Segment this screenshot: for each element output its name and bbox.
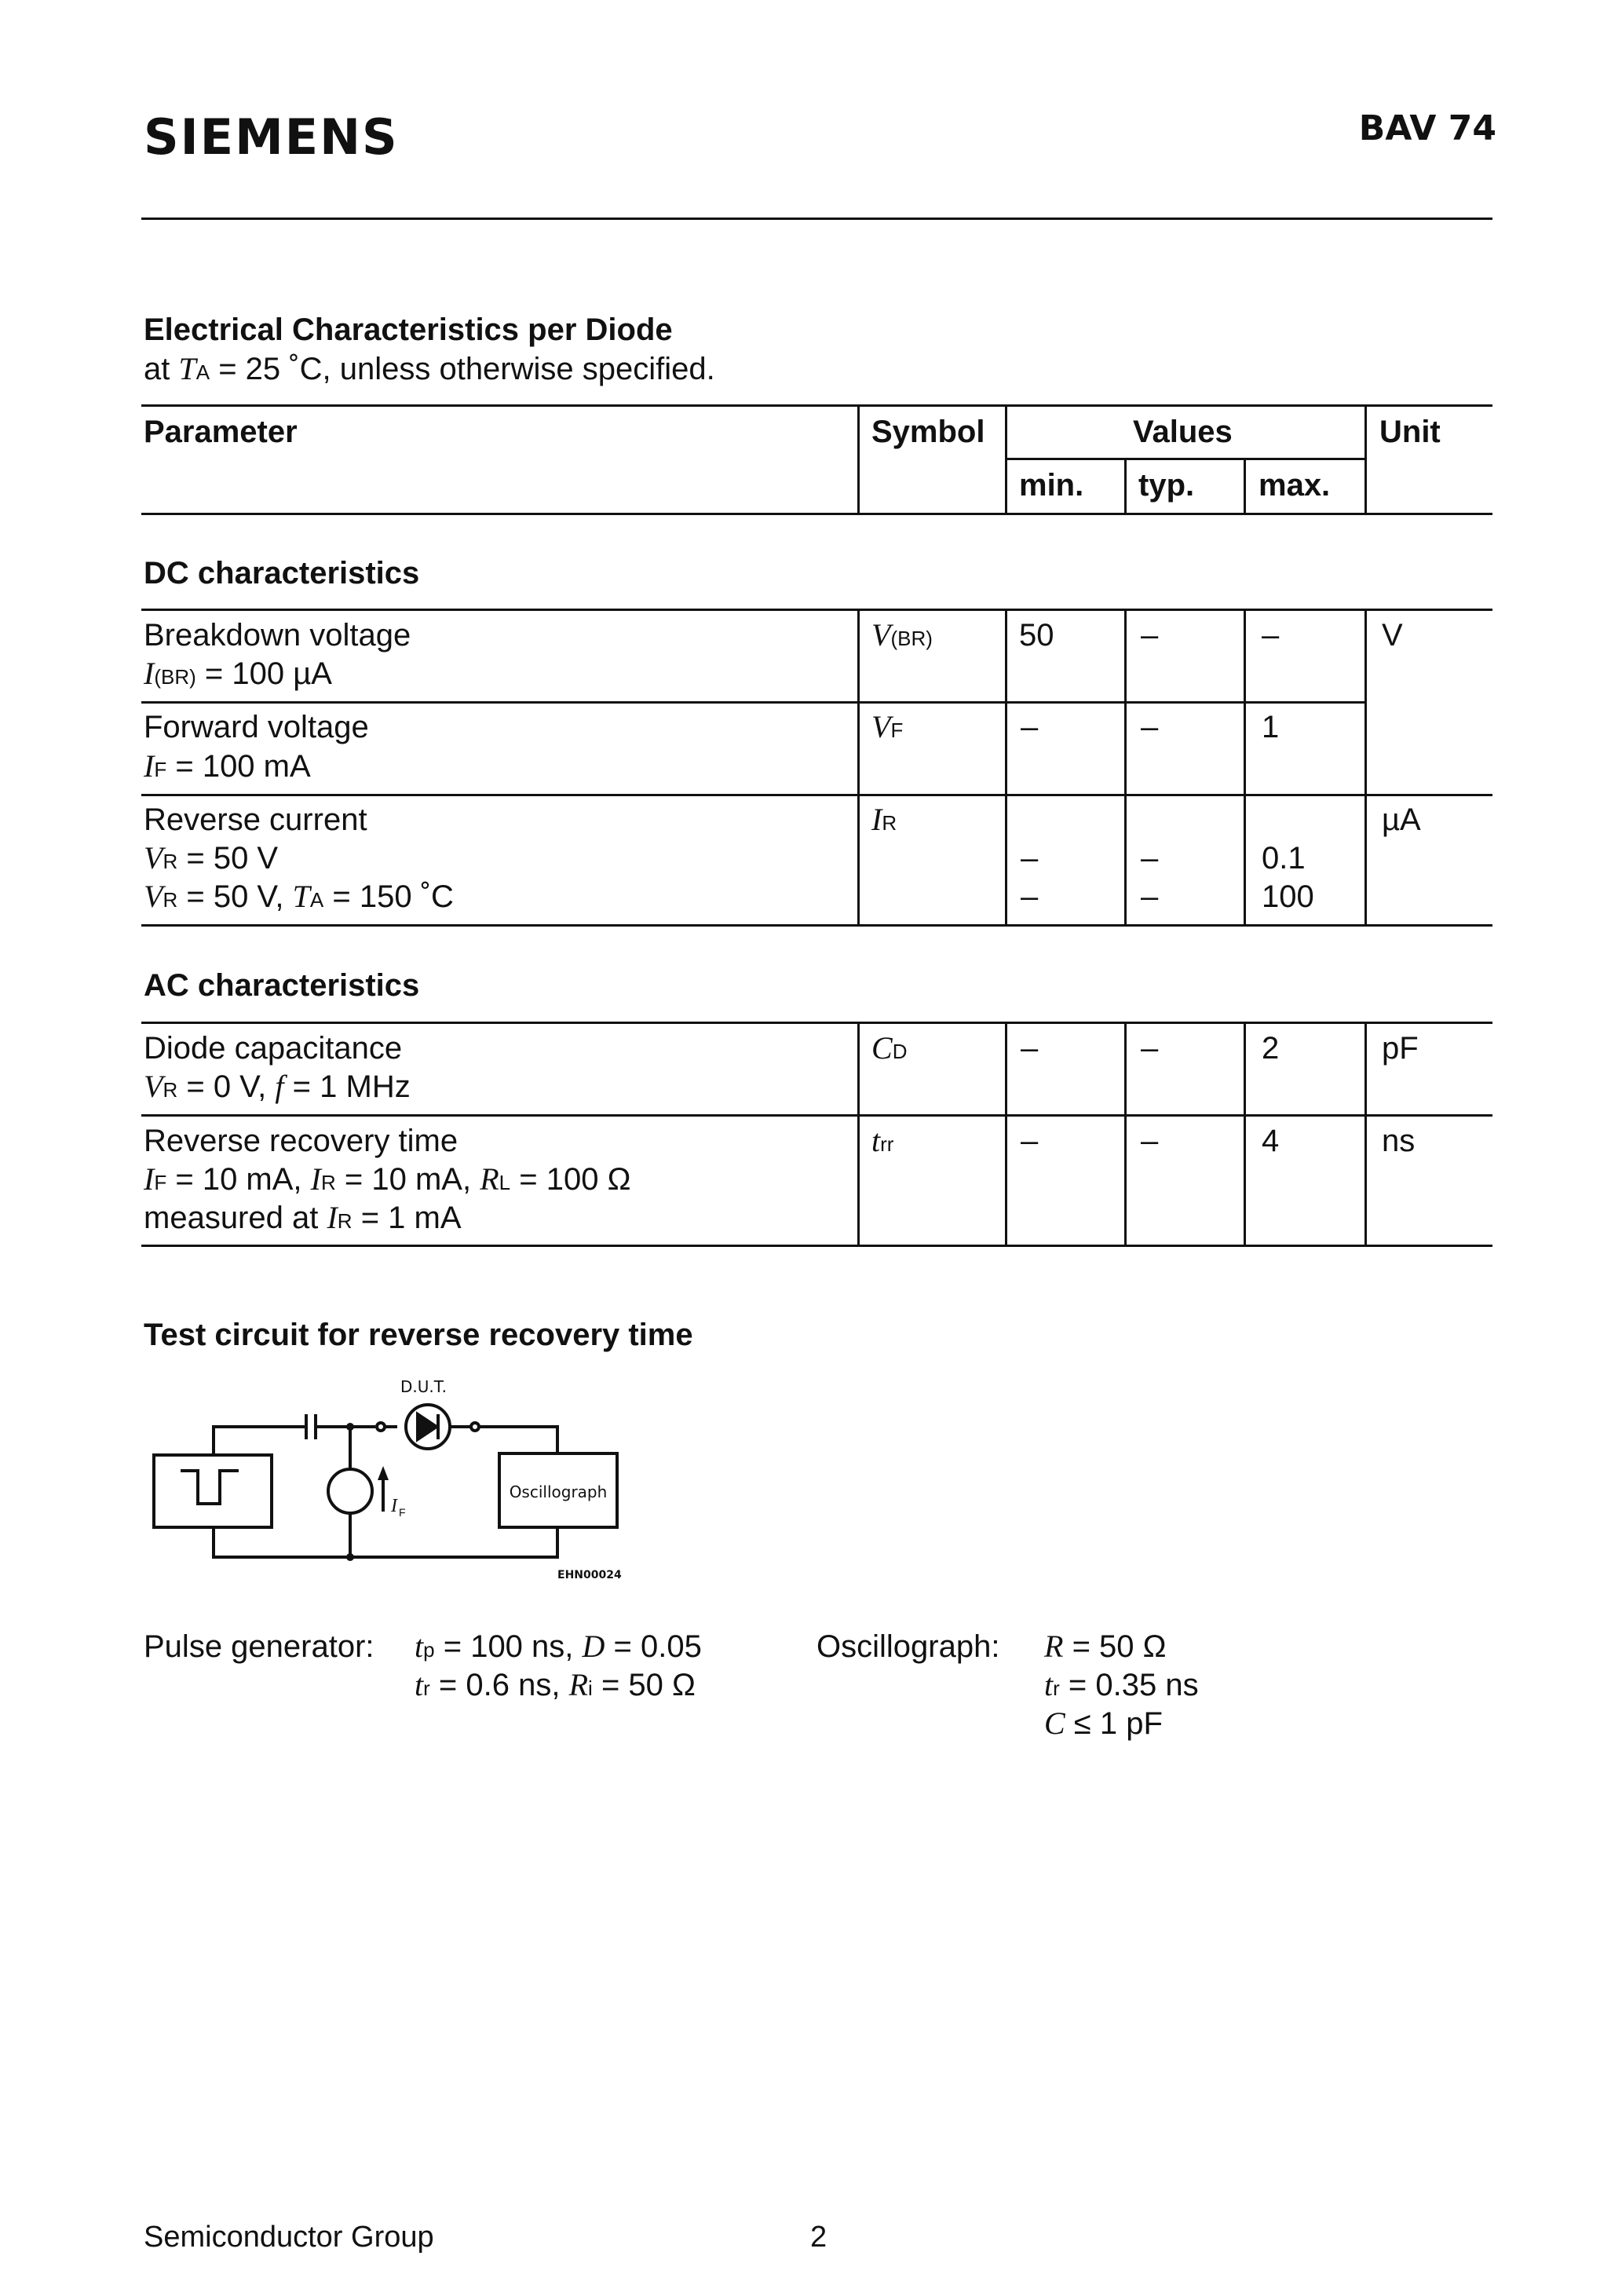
reverse-condition-1: VR = 50 V [144, 840, 279, 876]
test-circuit-title: Test circuit for reverse recovery time [144, 1318, 693, 1352]
divider [1364, 404, 1367, 514]
trr-condition-2: measured at IR = 1 mA [144, 1200, 462, 1235]
breakdown-condition: I(BR) = 100 µA [144, 656, 332, 691]
test-circuit-diagram [141, 1370, 628, 1582]
conditions-line: at TA = 25 ˚C, unless otherwise specified. [144, 351, 715, 386]
breakdown-name: Breakdown voltage [144, 618, 411, 653]
col-parameter: Parameter [144, 415, 298, 449]
oscillograph-line-2: tr = 0.35 ns [1044, 1667, 1199, 1702]
trr-typ: – [1141, 1124, 1159, 1158]
dc-top-rule [141, 609, 1492, 611]
reverse-unit: µA [1382, 803, 1421, 837]
col-unit: Unit [1379, 415, 1441, 449]
capacitance-unit: pF [1382, 1031, 1419, 1066]
breakdown-typ: – [1141, 618, 1159, 653]
reverse-name: Reverse current [144, 803, 367, 837]
ac-rule-2 [141, 1114, 1492, 1117]
reverse-typ-2: – [1141, 879, 1159, 914]
divider [1124, 458, 1127, 514]
divider [1244, 458, 1246, 514]
dc-bottom-rule [141, 924, 1492, 927]
oscillograph-line-3: C ≤ 1 pF [1044, 1706, 1163, 1741]
capacitance-symbol: CD [871, 1030, 908, 1066]
divider [857, 1022, 860, 1246]
forward-max: 1 [1262, 710, 1280, 744]
breakdown-unit: V [1382, 618, 1403, 653]
section-title: Electrical Characteristics per Diode [144, 313, 673, 347]
divider [1005, 404, 1007, 514]
pulse-generator-label: Pulse generator: [144, 1629, 374, 1664]
col-values: Values [1133, 415, 1233, 449]
part-number: BAV 74 [1358, 108, 1496, 148]
divider [1005, 1022, 1007, 1246]
col-typ: typ. [1138, 468, 1195, 503]
reverse-max-1: 0.1 [1262, 841, 1306, 876]
pulse-generator-box [154, 1455, 272, 1527]
values-sub-rule [1006, 458, 1366, 460]
trr-symbol: trr [871, 1123, 894, 1158]
table-header-rule [141, 513, 1492, 515]
trr-max: 4 [1262, 1124, 1280, 1158]
oscillograph-box-label: Oscillograph [509, 1483, 608, 1501]
dut-label: D.U.T. [400, 1377, 447, 1396]
breakdown-max: – [1262, 618, 1280, 653]
dc-rule-3 [141, 794, 1492, 796]
reverse-min-2: – [1021, 879, 1039, 914]
col-symbol: Symbol [871, 415, 985, 449]
dc-rule-2 [141, 701, 1366, 704]
reverse-typ-1: – [1141, 841, 1159, 876]
breakdown-min: 50 [1019, 618, 1054, 653]
if-label: I [391, 1496, 397, 1516]
figure-code: EHN00024 [557, 1569, 622, 1581]
page-number: 2 [810, 2221, 827, 2254]
forward-condition: IF = 100 mA [144, 748, 311, 784]
siemens-logo: SIEMENS [144, 108, 399, 166]
capacitance-min: – [1021, 1031, 1039, 1066]
trr-min: – [1021, 1124, 1039, 1158]
divider [1005, 609, 1007, 926]
header-rule [141, 218, 1492, 220]
oscillograph-line-1: R = 50 Ω [1044, 1629, 1167, 1664]
capacitance-name: Diode capacitance [144, 1031, 403, 1066]
pulse-generator-line-1: tp = 100 ns, D = 0.05 [415, 1629, 702, 1664]
forward-typ: – [1141, 710, 1159, 744]
forward-min: – [1021, 710, 1039, 744]
table-top-rule [141, 404, 1492, 407]
breakdown-symbol: V(BR) [871, 617, 933, 653]
trr-unit: ns [1382, 1124, 1416, 1158]
current-source-icon [328, 1469, 372, 1513]
reverse-symbol: IR [871, 802, 897, 837]
divider [1364, 609, 1367, 926]
oscillograph-label: Oscillograph: [816, 1629, 1000, 1664]
capacitance-typ: – [1141, 1031, 1159, 1066]
dc-title: DC characteristics [144, 556, 420, 590]
capacitance-max: 2 [1262, 1031, 1280, 1066]
reverse-min-1: – [1021, 841, 1039, 876]
trr-condition-1: IF = 10 mA, IR = 10 mA, RL = 100 Ω [144, 1161, 631, 1197]
trr-name: Reverse recovery time [144, 1124, 458, 1158]
reverse-condition-2: VR = 50 V, TA = 150 ˚C [144, 879, 454, 914]
divider [1244, 1022, 1246, 1246]
ac-title: AC characteristics [144, 968, 420, 1003]
forward-symbol: VF [871, 709, 904, 744]
divider [1364, 1022, 1367, 1246]
ac-bottom-rule [141, 1245, 1492, 1247]
divider [857, 609, 860, 926]
capacitance-condition: VR = 0 V, f = 1 MHz [144, 1069, 411, 1104]
forward-name: Forward voltage [144, 710, 369, 744]
divider [1124, 609, 1127, 926]
pulse-generator-line-2: tr = 0.6 ns, Ri = 50 Ω [415, 1667, 696, 1702]
divider [1124, 1022, 1127, 1246]
ac-top-rule [141, 1022, 1492, 1024]
if-subscript: F [399, 1506, 406, 1519]
divider [857, 404, 860, 514]
reverse-max-2: 100 [1262, 879, 1314, 914]
divider [1244, 609, 1246, 926]
col-max: max. [1259, 468, 1331, 503]
col-min: min. [1019, 468, 1084, 503]
footer-group: Semiconductor Group [144, 2221, 434, 2254]
